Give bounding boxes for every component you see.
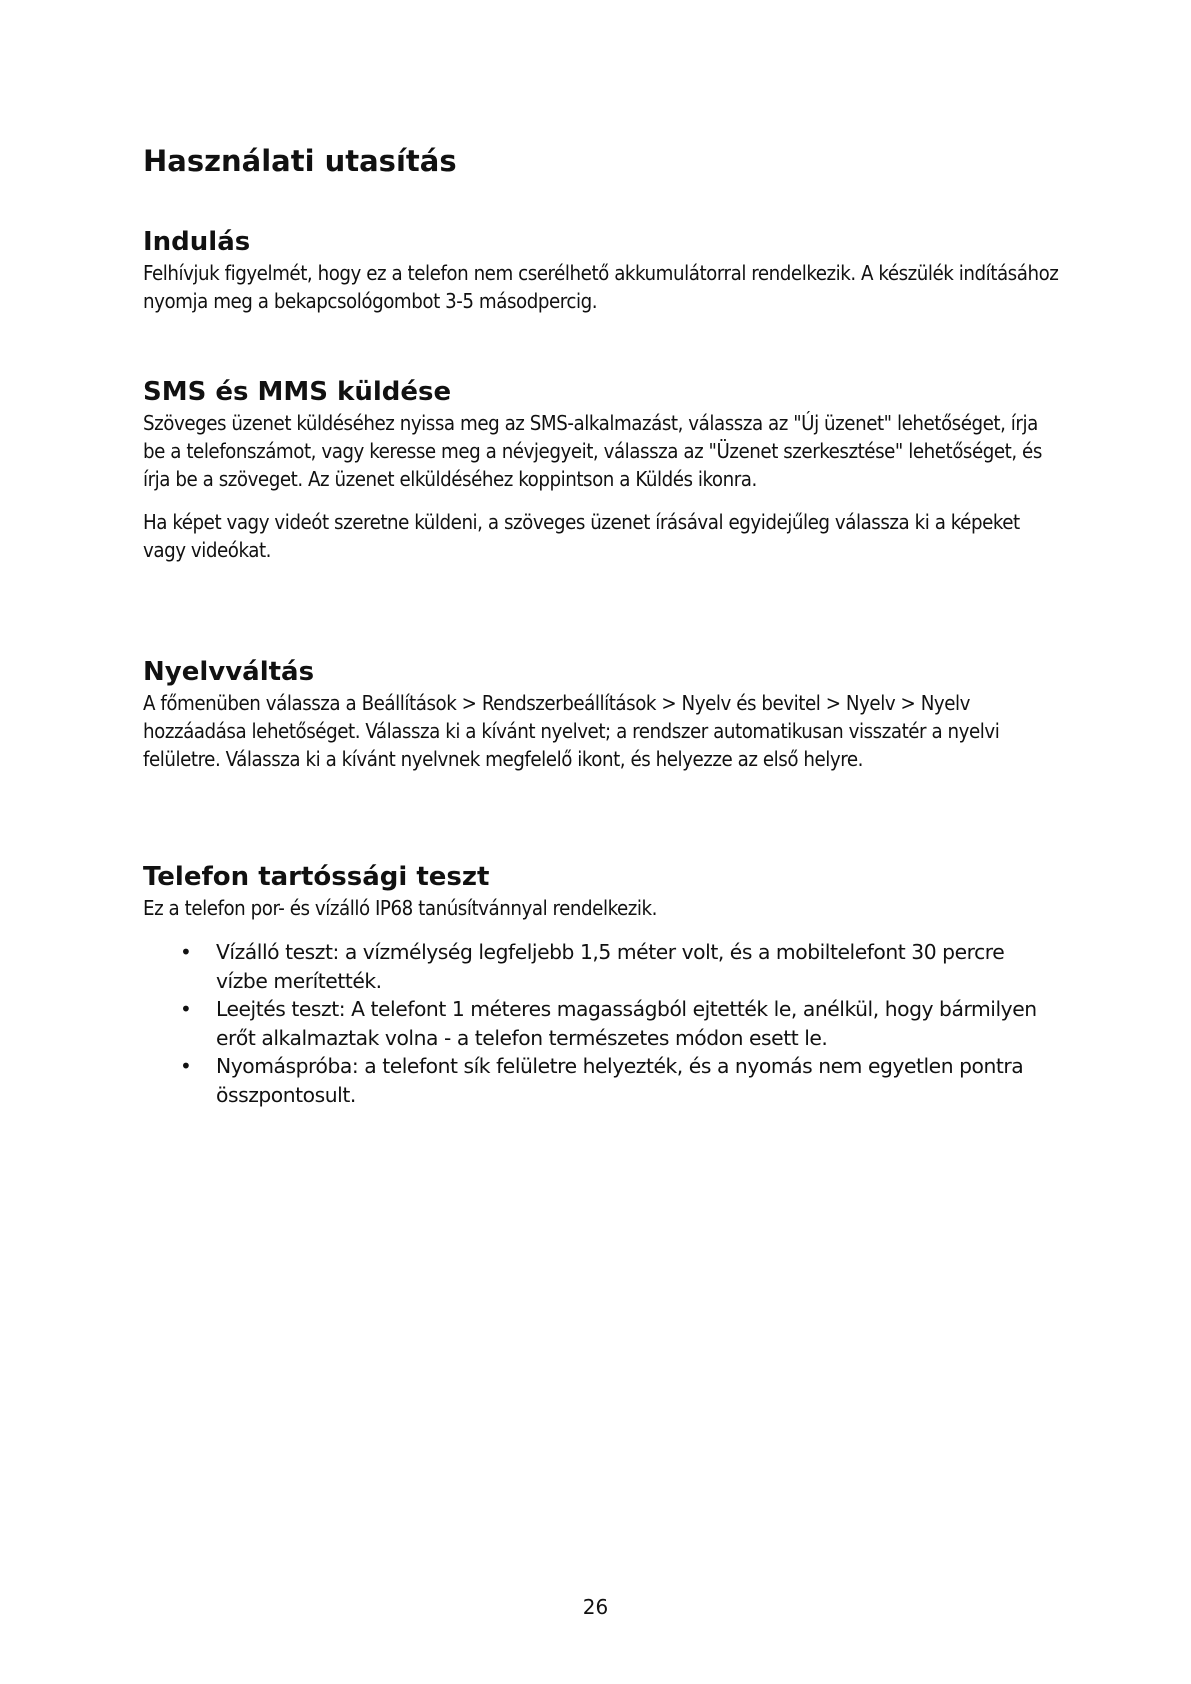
section-heading: Telefon tartóssági teszt: [143, 862, 490, 892]
section-heading: SMS és MMS küldése: [143, 377, 452, 407]
bullet-icon: •: [180, 940, 192, 964]
page-title: Használati utasítás: [143, 144, 457, 178]
paragraph: Szöveges üzenet küldéséhez nyissa meg az SMS-alkalmazást, válassza az "Új üzenet" lehetőséget, írja be a telefonszámot, vagy keresse meg a névjegyeit, válassza az "Üzenet szerkesztése" lehetőséget, és írja be a szöveget. Az üzenet elküldéséhez koppintson a Küldés ikonra.: [143, 411, 1042, 491]
list-item-text: Nyomáspróba: a telefont sík felületre helyezték, és a nyomás nem egyetlen pontra összpontosult.: [216, 1054, 1024, 1107]
paragraph: Ez a telefon por- és vízálló IP68 tanúsítvánnyal rendelkezik.: [143, 896, 657, 920]
section-nyelvvaltas: [143, 655, 1063, 773]
list-item: [143, 938, 1061, 995]
list-item-text: Vízálló teszt: a vízmélység legfeljebb 1,5 méter volt, és a mobiltelefont 30 percre vízbe merítették.: [216, 940, 1005, 993]
list-item-text: Leejtés teszt: A telefont 1 méteres magasságból ejtették le, anélkül, hogy bármilyen erőt alkalmaztak volna - a telefon természetes módon esett le.: [216, 997, 1037, 1050]
bullet-list: [143, 938, 1063, 1109]
paragraph: Ha képet vagy videót szeretne küldeni, a szöveges üzenet írásával egyidejűleg válassza ki a képeket vagy videókat.: [143, 510, 1020, 562]
section-sms-mms: [143, 375, 1063, 564]
list-item: [143, 1052, 1061, 1109]
section-heading: Indulás: [143, 227, 251, 257]
paragraph: Felhívjuk figyelmét, hogy ez a telefon nem cserélhető akkumulátorral rendelkezik. A készülék indításához nyomja meg a bekapcsológombot 3-5 másodpercig.: [143, 261, 1059, 313]
bullet-icon: •: [180, 1054, 192, 1078]
section-durability-test: [143, 860, 1063, 1109]
bullet-icon: •: [180, 997, 192, 1021]
paragraph: A főmenüben válassza a Beállítások > Rendszerbeállítások > Nyelv és bevitel > Nyelv > Nyelv hozzáadása lehetőséget. Válassza ki a kívánt nyelvet; a rendszer automatikusan visszatér a nyelvi felületre. Válassza ki a kívánt nyelvnek megfelelő ikont, és helyezze az első helyre.: [143, 691, 1000, 771]
section-indulas: [143, 225, 1063, 315]
list-item: [143, 995, 1061, 1052]
section-heading: Nyelvváltás: [143, 657, 315, 687]
page-number: 26: [582, 1595, 609, 1619]
